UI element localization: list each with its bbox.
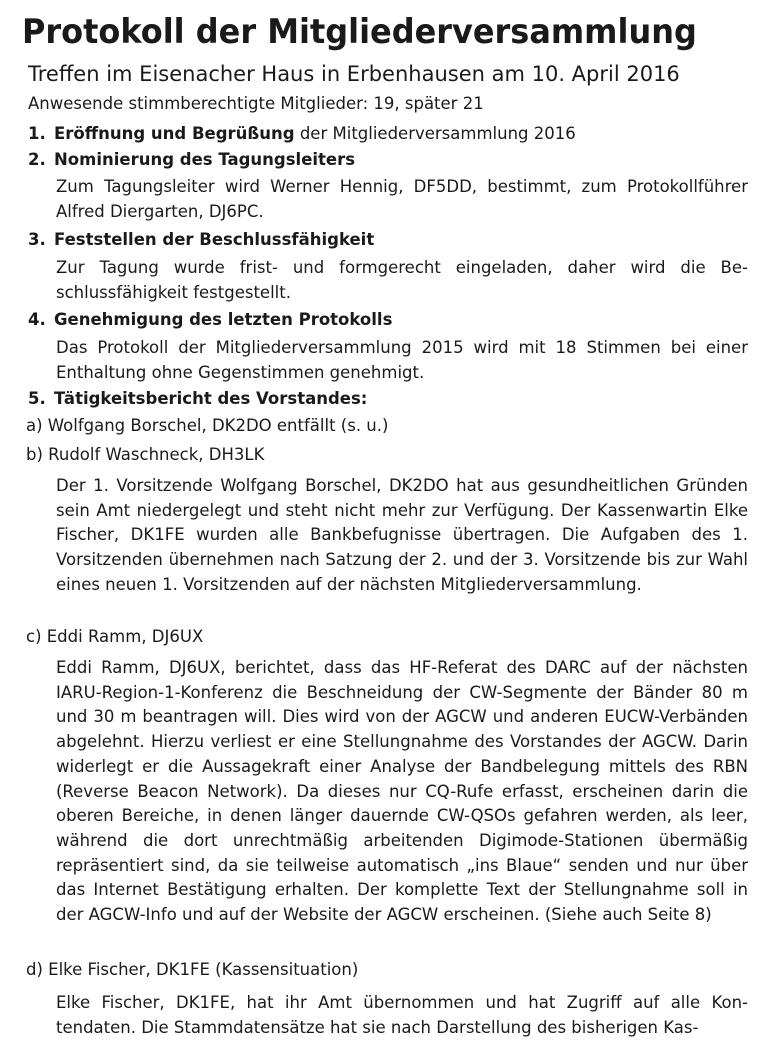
subitem-b-text: Der 1. Vorsitzende Wolfgang Borschel, DK2DO hat aus gesundheitlichen Gründen sein Amt niedergelegt und steht nicht mehr zur Verfügung. Der Kassenwartin Elke Fischer, DK1FE wurden alle Bankbefugnisse übertragen. Die Aufgaben des 1. Vorsitzenden übernehmen nach Satzung der 2. und der 3. Vorsitzende bis zur Wahl eines neuen 1. Vorsitzenden auf der nächsten Mitgliederversammlung. [56,476,748,594]
agenda-item-5 [28,386,367,412]
agenda-number: 4. [28,310,46,329]
subitem-c-text: Eddi Ramm, DJ6UX, berichtet, dass das HF-Referat des DARC auf der nächsten IARU-Region-1-Konferenz die Beschneidung der CW-Segmente der Bänder 80 m und 30 m beantragen will. Dies wird von der AGCW und anderen EUCW-Verbänden abgelehnt. Hierzu verliest er eine Stellungnahme des Vorstandes der AGCW. Darin widerlegt er die Aussagekraft einer Analyse der Bandbelegung mittels des RBN (Reverse Beacon Network). Da dieses nur CQ-Rufe erfasst, erscheinen darin die oberen Bereiche, in denen länger dauernde CW-QSOs gefahren werden, als leer, während die dort unrechtmäßig arbeitenden Digimode-Stationen übermäßig repräsentiert sind, da sie teilweise automatisch „ins Blaue“ senden und nur über das Internet Bestätigung erhalten. Der komplette Text der Stellungnahme soll in der AGCW-Info und auf der Website der AGCW erscheinen. (Siehe auch Seite 8) [56,658,748,925]
agenda-item-4-text: Das Protokoll der Mitgliederversammlung 2015 wird mit 18 Stimmen bei einer Enthaltung ohne Gegenstimmen genehmigt. [56,338,748,382]
agenda-item-2-text: Zum Tagungsleiter wird Werner Hennig, DF5DD, bestimmt, zum Protokollführer Alfred Diergarten, DJ6PC. [56,177,748,221]
subitem-d-text: Elke Fischer, DK1FE, hat ihr Amt übernommen und hat Zugriff auf alle Kontendaten. Die Stammdatensätze hat sie nach Darstellung des bisherigen Kas- [56,993,748,1037]
agenda-heading: Genehmigung des letzten Protokolls [54,310,393,329]
subitem-a-label: a) Wolfgang Borschel, DK2DO entfällt (s. u.) [26,416,389,435]
subitem-d-label: d) Elke Fischer, DK1FE (Kassensituation) [26,960,359,979]
agenda-heading: Nominierung des Tagungsleiters [54,150,356,169]
agenda-heading: Tätigkeitsbericht des Vorstandes: [54,389,368,408]
agenda-heading-tail: der Mitgliederversammlung 2016 [294,124,576,143]
meeting-subtitle: Treffen im Eisenacher Haus in Erbenhausen am 10. April 2016 [28,62,680,86]
page-title: Protokoll der Mitgliederversammlung [22,12,697,52]
agenda-heading: Eröffnung und Begrüßung [54,124,295,143]
agenda-item-2 [28,147,355,173]
agenda-item-3-text: Zur Tagung wurde frist- und formgerecht eingeladen, daher wird die Beschlussfähigkeit festgestellt. [56,258,748,302]
agenda-number: 5. [28,389,46,408]
agenda-heading: Feststellen der Beschlussfähigkeit [54,230,375,249]
subitem-c-label: c) Eddi Ramm, DJ6UX [26,627,204,646]
agenda-item-1 [28,121,576,147]
agenda-item-4 [28,307,392,333]
agenda-number: 1. [28,124,46,143]
subitem-b-label: b) Rudolf Waschneck, DH3LK [26,445,265,464]
agenda-number: 3. [28,230,46,249]
attendance-line: Anwesende stimmberechtigte Mitglieder: 19, später 21 [28,94,484,113]
agenda-item-3 [28,227,374,253]
agenda-number: 2. [28,150,46,169]
